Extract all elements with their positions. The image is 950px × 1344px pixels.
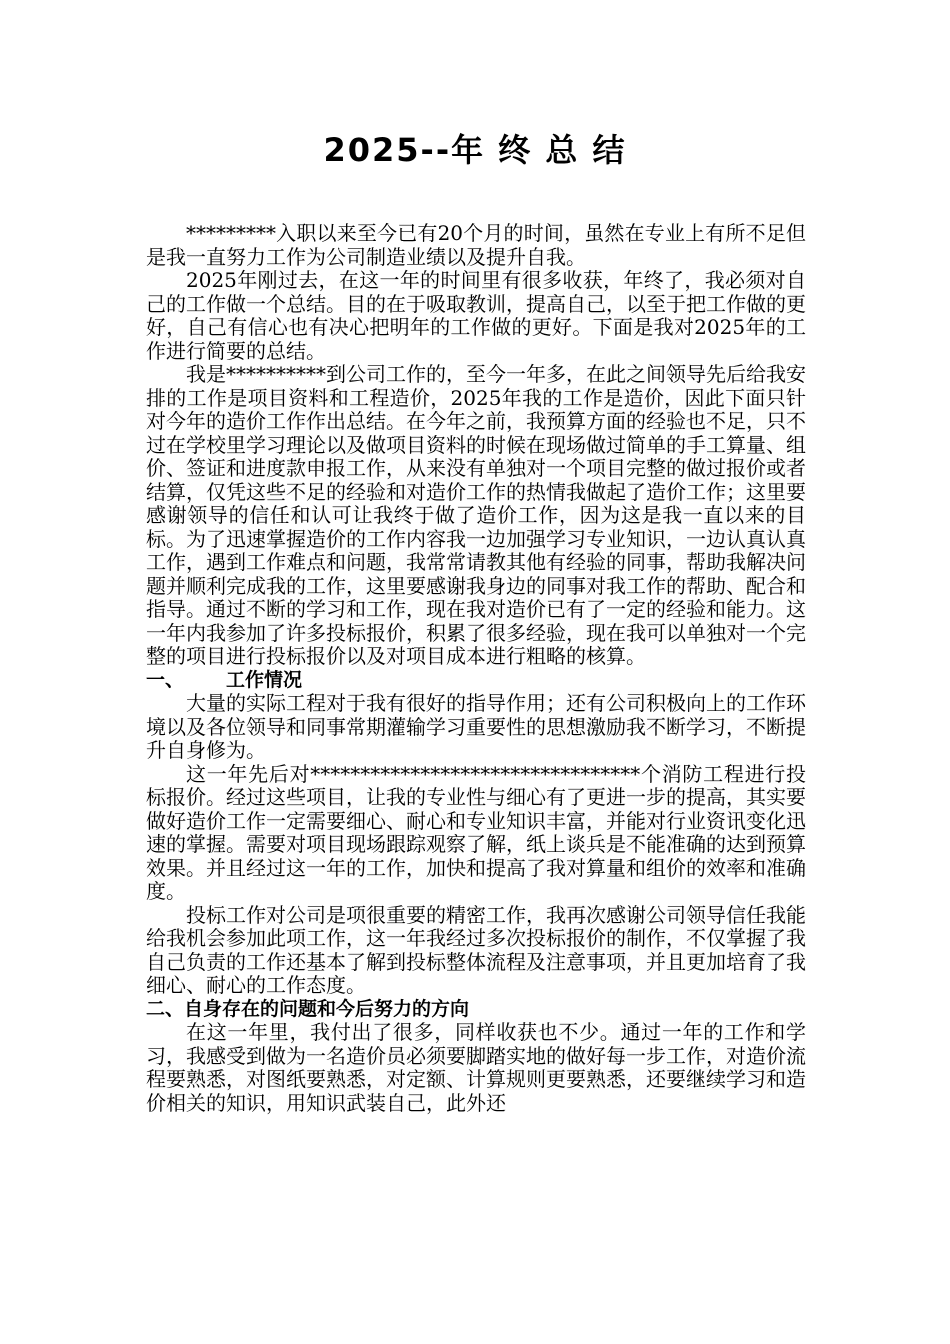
section-heading-problems: 二、自身存在的问题和今后努力的方向 — [146, 997, 470, 1020]
paragraph: 在这一年里，我付出了很多，同样收获也不少。通过一年的工作和学习，我感受到做为一名造价员必须要脚踏实地的做好每一步工作，对造价流程要熟悉，对图纸要熟悉，对定额、计算规则更要熟悉，还要继续学习和造价相关的知识，用知识武装自己，此外还 — [146, 1020, 806, 1115]
document-body — [146, 222, 806, 1115]
paragraph: 这一年先后对*********************************个消防工程进行投标报价。经过这些项目，让我的专业性与细心有了更进一步的提高，其实要做好造价工作一定需要细心、耐心和专业知识丰富，并能对行业资讯变化迅速的掌握。需要对项目现场跟踪观察了解，纸上谈兵是不能准确的达到预算效果。并且经过这一年的工作，加快和提高了我对算量和组价的效率和准确度。 — [146, 761, 806, 903]
section-label: 工作情况 — [226, 668, 303, 691]
paragraph: *********入职以来至今已有20个月的时间，虽然在专业上有所不足但是我一直努力工作为公司制造业绩以及提升自我。 — [146, 221, 806, 269]
section-heading-work — [146, 669, 806, 693]
paragraph: 大量的实际工程对于我有很好的指导作用；还有公司积极向上的工作环境以及各位领导和同事常期灌输学习重要性的思想激励我不断学习，不断提升自身修为。 — [146, 691, 806, 762]
paragraph: 投标工作对公司是项很重要的精密工作，我再次感谢公司领导信任我能给我机会参加此项工作，这一年我经过多次投标报价的制作，不仅掌握了我自己负责的工作还基本了解到投标整体流程及注意事项，并且更加培育了我细心、耐心的工作态度。 — [146, 902, 806, 997]
paragraph: 2025年刚过去，在这一年的时间里有很多收获，年终了，我必须对自己的工作做一个总结。目的在于吸取教训，提高自己，以至于把工作做的更好，自己有信心也有决心把明年的工作做的更好。下面是我对2025年的工作进行简要的总结。 — [146, 268, 806, 363]
section-number: 一、 — [146, 668, 185, 691]
paragraph: 我是**********到公司工作的，至今一年多，在此之间领导先后给我安排的工作是项目资料和工程造价，2025年我的工作是造价，因此下面只针对今年的造价工作作出总结。在今年之前，我预算方面的经验也不足，只不过在学校里学习理论以及做项目资料的时候在现场做过简单的手工算量、组价、签证和进度款申报工作，从来没有单独对一个项目完整的做过报价或者结算，仅凭这些不足的经验和对造价工作的热情我做起了造价工作；这里要感谢领导的信任和认可让我终于做了造价工作，因为这是我一直以来的目标。为了迅速掌握造价的工作内容我一边加强学习专业知识，一边认真认真工作，遇到工作难点和问题，我常常请教其他有经验的同事，帮助我解决问题并顺利完成我的工作，这里要感谢我身边的同事对我工作的帮助、配合和指导。通过不断的学习和工作，现在我对造价已有了一定的经验和能力。这一年内我参加了许多投标报价，积累了很多经验，现在我可以单独对一个完整的项目进行投标报价以及对项目成本进行粗略的核算。 — [146, 362, 806, 668]
document-title: 2025--年 终 总 结 — [323, 131, 627, 169]
